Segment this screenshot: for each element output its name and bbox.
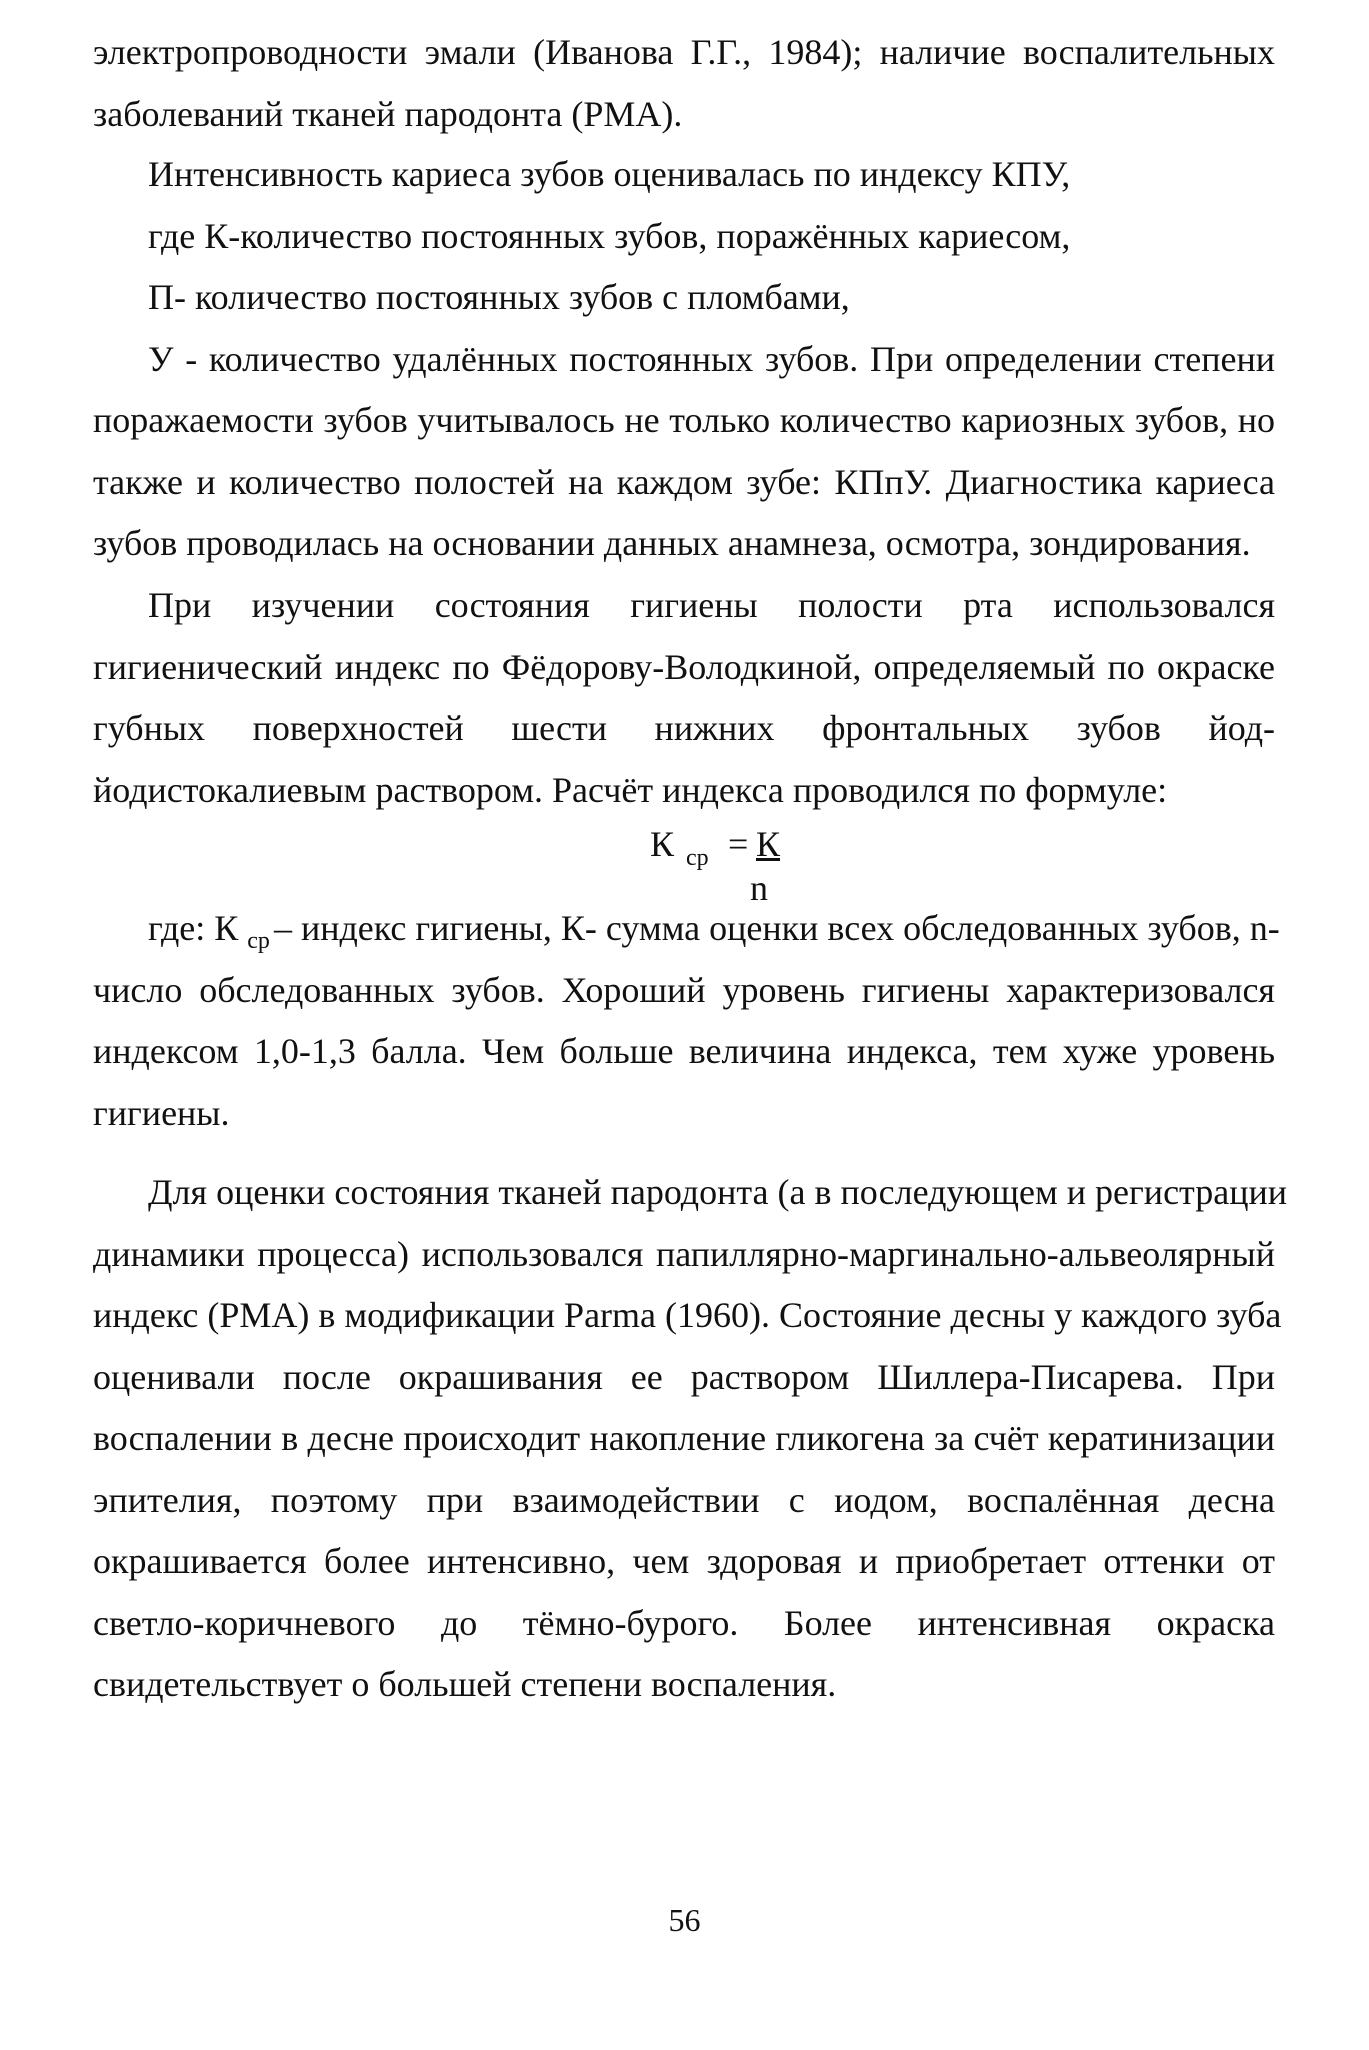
formula-lhs-subscript: ср xyxy=(686,845,709,871)
text-line: динамики процесса) использовался папиллярно-маргинально-альвеолярный xyxy=(93,1233,1275,1274)
text-line: также и количество полостей на каждом зубе: КПпУ. Диагностика кариеса xyxy=(93,461,1275,502)
paragraph-pma-index xyxy=(93,1162,1287,1716)
text-line: гигиены. xyxy=(93,1092,230,1133)
text-line: Интенсивность кариеса зубов оценивалась по индексу КПУ, xyxy=(148,154,1071,194)
page-number: 56 xyxy=(668,1902,701,1938)
text-line: эпителия, поэтому при взаимодействии с иодом, воспалённая десна xyxy=(93,1479,1275,1520)
formula-numerator: К xyxy=(756,824,781,864)
formula-denominator: n xyxy=(750,868,768,908)
text-line: заболеваний тканей пародонта (РМА). xyxy=(93,93,683,134)
formula-equals: = xyxy=(728,824,749,864)
text-line: При изучении состояния гигиены полости рта использовался xyxy=(148,585,1275,625)
text-line: губных поверхностей шести нижних фронтальных зубов йод- xyxy=(93,708,1275,748)
paragraph-intro xyxy=(93,22,1275,145)
text-line: индекс (РМА) в модификации Parma (1960). Состояние десны у каждого зуба xyxy=(93,1295,1282,1335)
paragraph-hygiene-index xyxy=(93,575,1275,821)
text-line: число обследованных зубов. Хороший уровень гигиены характеризовался xyxy=(93,969,1275,1010)
text-line: зубов проводилась на основании данных анамнеза, осмотра, зондирования. xyxy=(93,523,1251,563)
where-prefix: где: К xyxy=(148,908,239,948)
text-line: йодистокалиевым раствором. Расчёт индекса проводился по формуле: xyxy=(93,769,1168,810)
paragraph-kpu-index xyxy=(93,144,1275,575)
text-line: светло-коричневого до тёмно-бурого. Более интенсивная окраска xyxy=(93,1602,1275,1643)
text-line: П- количество постоянных зубов с пломбами, xyxy=(148,277,850,317)
text-line: воспалении в десне происходит накопление гликогена за счёт кератинизации xyxy=(93,1418,1275,1458)
formula-lhs: К xyxy=(650,824,675,864)
text-line: электропроводности эмали (Иванова Г.Г., 1984); наличие воспалительных xyxy=(93,32,1275,72)
text-line: индексом 1,0-1,3 балла. Чем больше величина индекса, тем хуже уровень xyxy=(93,1031,1275,1071)
text-line xyxy=(93,898,1280,960)
text-line: У - количество удалённых постоянных зубов. При определении степени xyxy=(148,338,1275,379)
where-rest: – индекс гигиены, К- сумма оценки всех обследованных зубов, n- xyxy=(273,908,1280,948)
text-line: гигиенический индекс по Фёдорову-Володкиной, определяемый по окраске xyxy=(93,646,1275,687)
where-subscript: ср xyxy=(247,928,270,954)
text-line: оценивали после окрашивания ее раствором Шиллера-Писарева. При xyxy=(93,1356,1275,1397)
text-line: поражаемости зубов учитывалось не только количество кариозных зубов, но xyxy=(93,400,1275,440)
paragraph-formula-explanation xyxy=(93,898,1280,1144)
text-line: свидетельствует о большей степени воспаления. xyxy=(93,1664,837,1704)
text-line: окрашивается более интенсивно, чем здоровая и приобретает оттенки от xyxy=(93,1541,1275,1581)
text-line: Для оценки состояния тканей пародонта (а в последующем и регистрации xyxy=(148,1172,1287,1212)
text-line: где К-количество постоянных зубов, поражённых кариесом, xyxy=(148,215,1071,256)
